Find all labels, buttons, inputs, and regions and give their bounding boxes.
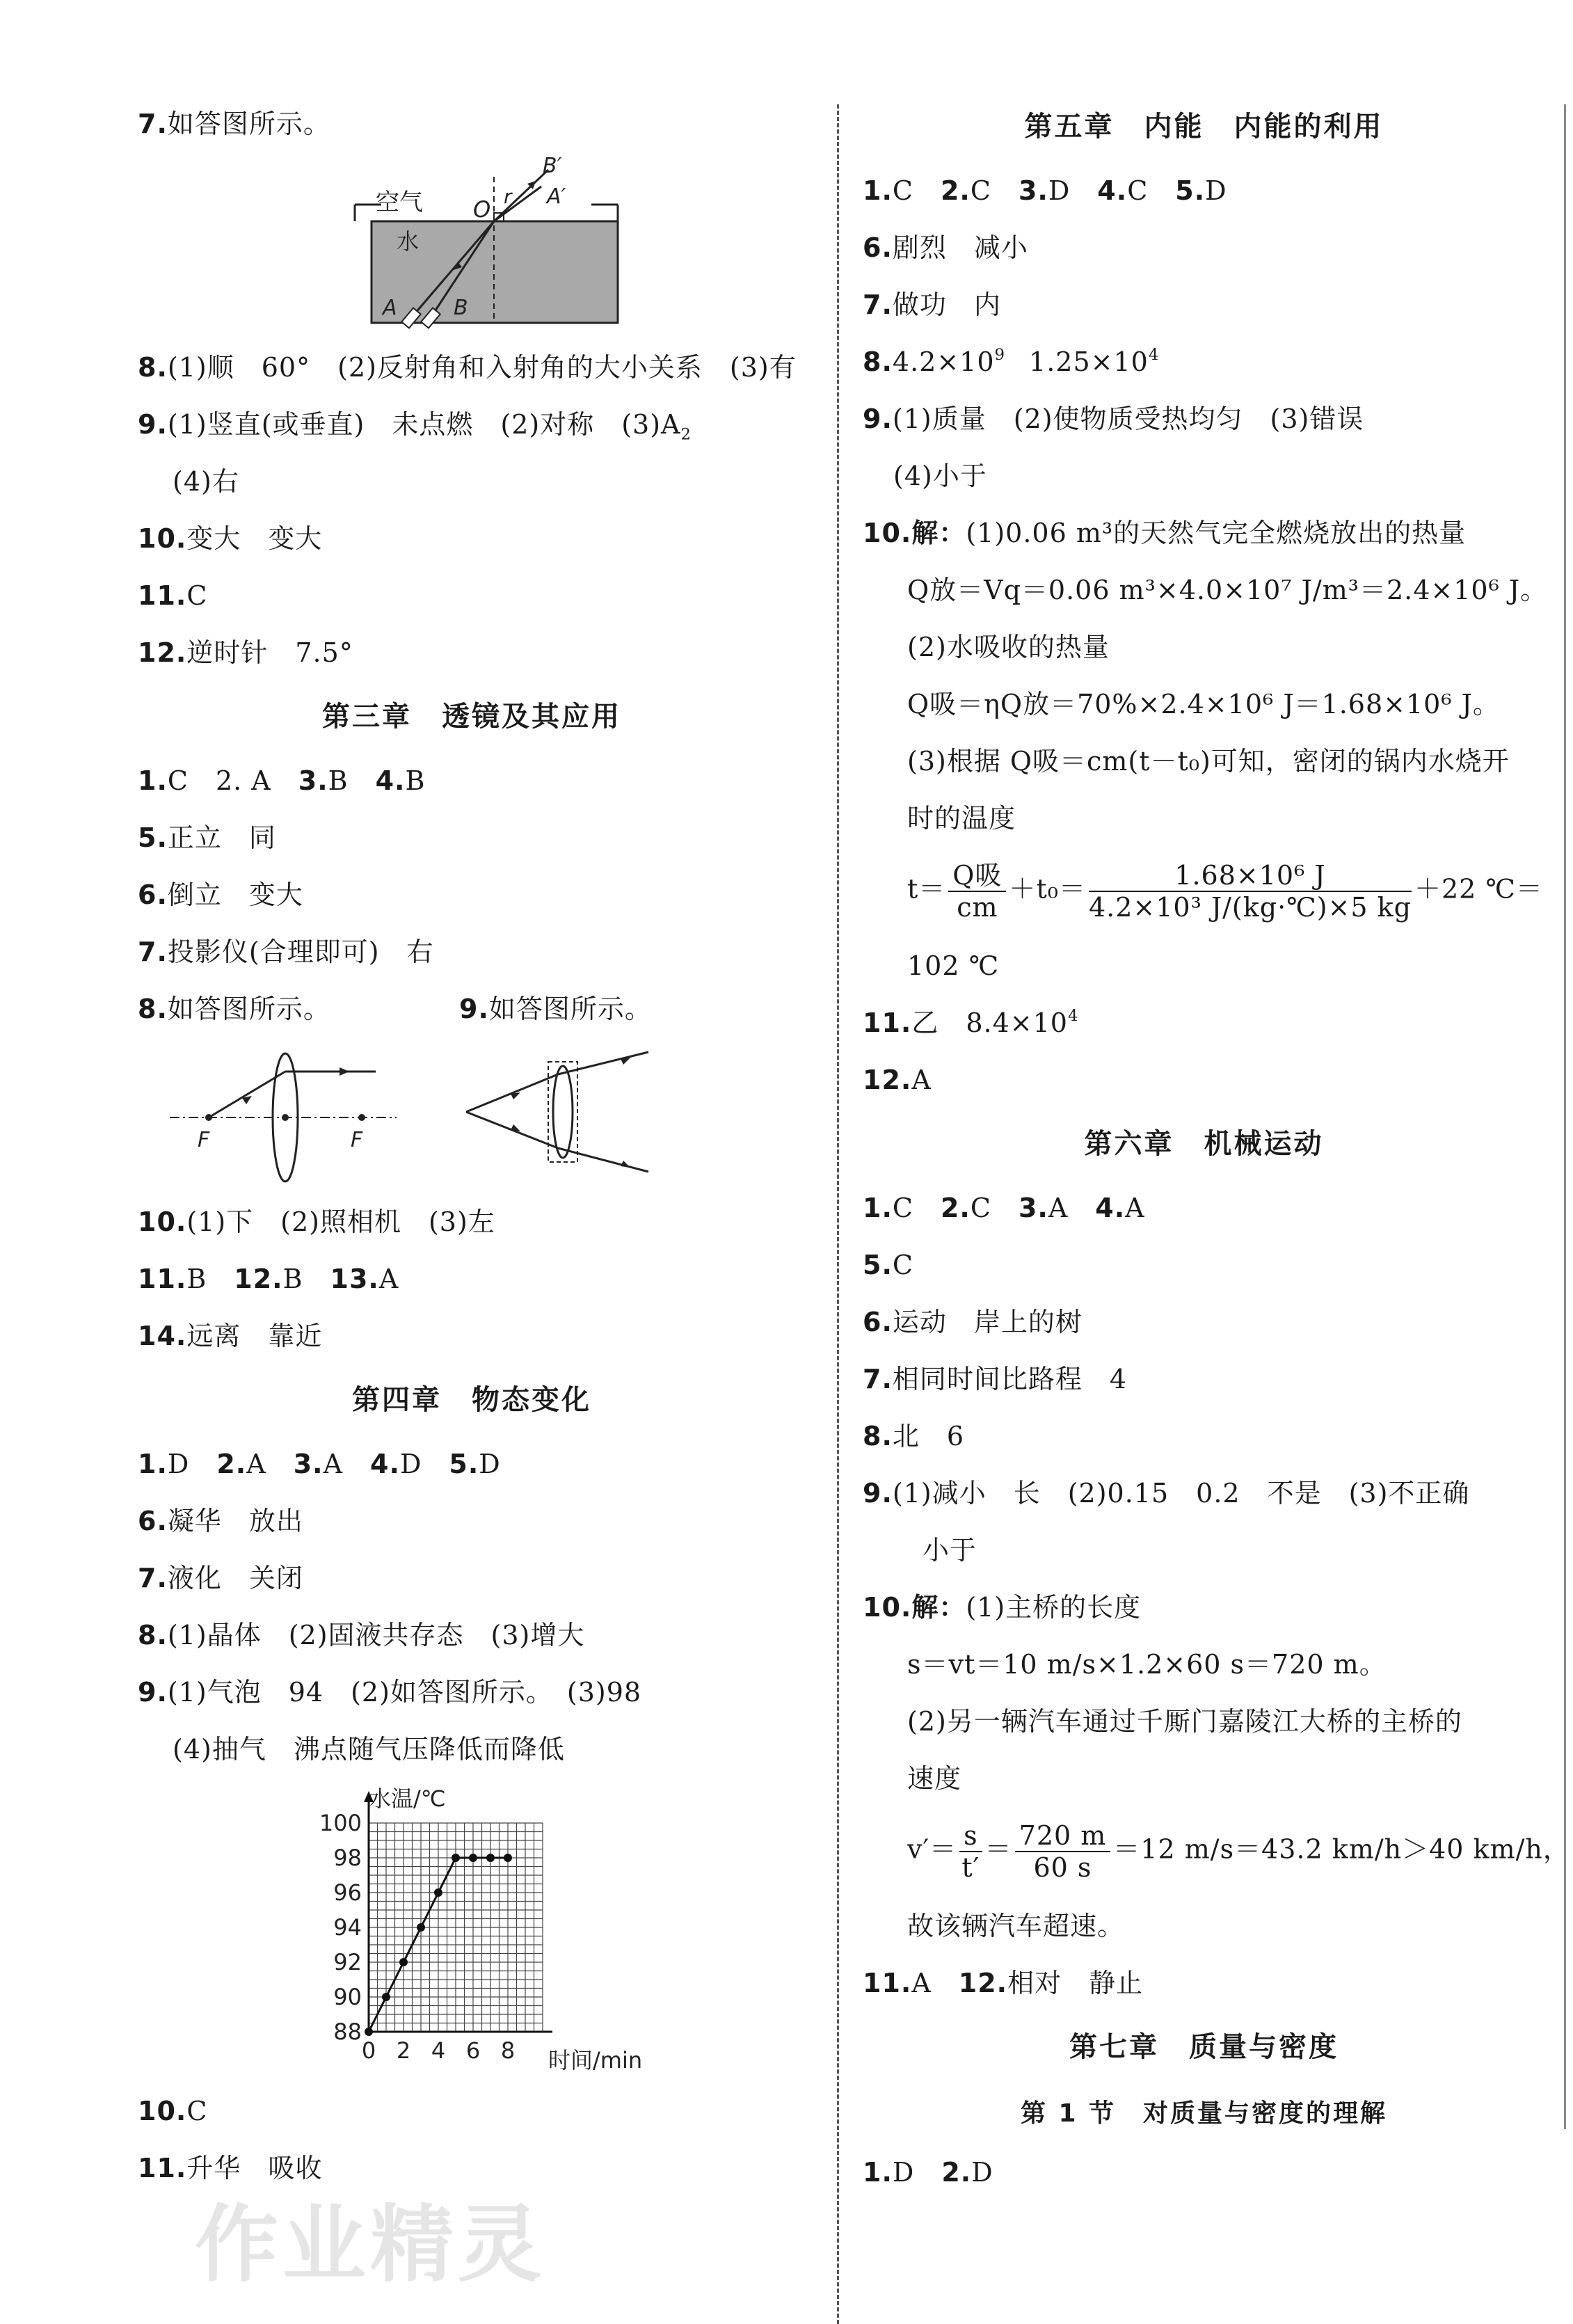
data-point (434, 1888, 442, 1897)
point-A-label: A (383, 296, 397, 320)
chapter-4-title: 第四章 物态变化 (352, 1384, 591, 1416)
ch4-answer-7: 7.液化 关闭 (138, 1563, 303, 1593)
x-tick-label: 2 (396, 2037, 411, 2064)
data-point (469, 1854, 477, 1862)
angle-r-label: r (504, 185, 512, 208)
ch6-answer-10-line-2: s＝vt＝10 m/s×1.2×60 s＝720 m。 (907, 1649, 1387, 1680)
x-tick-label: 4 (431, 2037, 446, 2064)
data-point (504, 1854, 512, 1862)
ch5-answer-9: 9.(1)质量 (2)使物质受热均匀 (3)错误 (863, 404, 1364, 434)
answer-7: 7.如答图所示。 (138, 109, 330, 139)
ch5-answer-10-line-1: 10.解：(1)0.06 m³的天然气完全燃烧放出的热量 (863, 518, 1467, 548)
ch5-answer-10-line-3: (2)水吸收的热量 (907, 632, 1110, 662)
refraction-figure (346, 154, 625, 331)
ch3-answer-14: 14.远离 靠近 (138, 1321, 323, 1351)
ch4-answers-1-5: 1.D 2.A 3.A 4.D 5.D (138, 1449, 501, 1479)
y-tick-label: 92 (333, 1949, 362, 1975)
point-B-prime-label: B′ (543, 154, 562, 178)
ch3-answer-8: 8.如答图所示。 (138, 994, 330, 1024)
column-divider (837, 104, 839, 2324)
focus-left-label: F (198, 1128, 210, 1152)
ch4-answer-11: 11.升华 吸收 (138, 2153, 323, 2183)
answer-8: 8.(1)顺 60° (2)反射角和入射角的大小关系 (3)有 (138, 352, 797, 383)
point-O-label: O (473, 196, 491, 223)
ch3-answer-10: 10.(1)下 (2)照相机 (3)左 (138, 1207, 495, 1237)
chapter-3-title: 第三章 透镜及其应用 (322, 701, 621, 733)
answer-12: 12.逆时针 7.5° (138, 637, 353, 668)
ch5-answer-10-line-6: 时的温度 (907, 803, 1016, 834)
ch5-answer-10-line-2: Q放＝Vq＝0.06 m³×4.0×10⁷ J/m³＝2.4×10⁶ J。 (907, 575, 1548, 605)
ch3-answers-11-13: 11.B 12.B 13.A (138, 1264, 399, 1294)
focus-right-label: F (351, 1128, 363, 1152)
ch5-answer-7: 7.做功 内 (863, 289, 1001, 320)
convex-lens-figure (167, 1044, 404, 1183)
data-point (399, 1958, 408, 1966)
data-point (452, 1854, 460, 1862)
ch7-answers-1-2: 1.D 2.D (863, 2157, 993, 2188)
x-tick-label: 8 (500, 2037, 516, 2064)
y-tick-label: 94 (333, 1914, 362, 1941)
watermark: 作业精灵 (195, 2197, 545, 2293)
ch3-answers-1-4: 1.C 2. A 3.B 4.B (138, 765, 426, 796)
ch6-answer-5: 5.C (863, 1250, 913, 1280)
y-tick-label: 96 (333, 1879, 362, 1906)
air-label: 空气 (376, 189, 423, 216)
point-A-prime-label: A′ (547, 184, 566, 209)
concave-lens-figure (459, 1049, 668, 1181)
answer-10: 10.变大 变大 (138, 523, 323, 554)
chart-x-axis-label: 时间/min (548, 2047, 643, 2074)
temperature-time-chart (319, 1781, 689, 2080)
ch6-answer-10-conclusion: 故该辆汽车超速。 (907, 1911, 1125, 1941)
chapter-6-title: 第六章 机械运动 (1084, 1128, 1324, 1160)
ch5-answer-12: 12.A (863, 1065, 932, 1095)
water-label: 水 (397, 228, 420, 255)
ch5-answer-9-cont: (4)小于 (893, 461, 987, 491)
data-point (382, 1993, 390, 2001)
chapter-5-title: 第五章 内能 内能的利用 (1024, 111, 1384, 143)
ch6-answers-1-4: 1.C 2.C 3.A 4.A (863, 1193, 1145, 1223)
ch6-answer-6: 6.运动 岸上的树 (863, 1307, 1083, 1337)
y-tick-label: 90 (333, 1984, 362, 2010)
x-tick-label: 6 (465, 2037, 481, 2064)
ch4-answer-9: 9.(1)气泡 94 (2)如答图所示。 (3)98 (138, 1677, 642, 1708)
answer-9-cont: (4)右 (173, 466, 239, 497)
point-B-label: B (454, 296, 468, 320)
data-point (417, 1923, 425, 1932)
ch5-answer-10-line-4: Q吸＝ηQ放＝70%×2.4×10⁶ J＝1.68×10⁶ J。 (907, 689, 1500, 719)
ch4-answer-9-cont: (4)抽气 沸点随气压降低而降低 (173, 1734, 565, 1765)
ch4-answer-6: 6.凝华 放出 (138, 1506, 303, 1536)
ch3-answer-9: 9.如答图所示。 (459, 994, 652, 1024)
ch5-answer-11: 11.乙 $8.4\times 10^4$ (863, 1007, 1079, 1038)
ch5-answer-10-formula: t＝ $\frac{\text{Q吸}}{cm}$ ＋t₀＝ $\frac{\text{1.68×10⁶ J}}{\text{4.2×10³ J/(kg·℃)×5 kg}}$ ＋22 ℃＝ (907, 860, 1543, 923)
ch6-answer-7: 7.相同时间比路程 4 (863, 1364, 1128, 1394)
ch6-answer-10-formula: v′＝ $\frac{s}{t'}$ ＝ $\frac{720 m}{60 s}$ ＝12 m/s＝43.2 km/h＞40 km/h， (907, 1820, 1570, 1883)
y-tick-label: 100 (319, 1810, 362, 1836)
ch6-answer-10-line-3: (2)另一辆汽车通过千厮门嘉陵江大桥的主桥的 (907, 1706, 1462, 1737)
chart-y-axis-label: 水温/℃ (369, 1785, 446, 1812)
ch3-answer-5: 5.正立 同 (138, 822, 276, 853)
data-point (486, 1854, 495, 1862)
ch5-answer-10-line-5: (3)根据 Q吸＝cm(t－t₀)可知，密闭的锅内水烧开 (907, 746, 1510, 777)
data-point (365, 2028, 373, 2036)
ch6-answer-8: 8.北 6 (863, 1421, 965, 1451)
ch5-answer-6: 6.剧烈 减小 (863, 232, 1028, 263)
ch3-answer-7: 7.投影仪(合理即可) 右 (138, 937, 434, 967)
chapter-7-title: 第七章 质量与密度 (1069, 2031, 1339, 2063)
ch6-answers-11-12: 11.A 12.相对 静止 (863, 1968, 1144, 1998)
ch6-answer-10-line-4: 速度 (907, 1763, 962, 1794)
y-tick-label: 98 (333, 1845, 362, 1871)
answer-11: 11.C (138, 580, 208, 611)
y-tick-label: 88 (333, 2019, 362, 2045)
ch4-answer-8: 8.(1)晶体 (2)固液共存态 (3)增大 (138, 1620, 585, 1650)
chart-axes (364, 1791, 552, 2032)
answer-9: 9.(1)竖直(或垂直) 未点燃 (2)对称 $(3)A_2$ (138, 409, 692, 444)
ch6-answer-9-cont: 小于 (923, 1535, 977, 1566)
ch5-answers-1-5: 1.C 2.C 3.D 4.C 5.D (863, 175, 1227, 206)
ch4-answer-10: 10.C (138, 2096, 208, 2126)
ch3-answer-6: 6.倒立 变大 (138, 880, 303, 910)
ch5-answer-8: $8.4.2\times 10^9$ $1.25\times 10^4$ (863, 346, 1160, 377)
chapter-7-section-1-title: 第 1 节 对质量与密度的理解 (1020, 2099, 1388, 2128)
x-tick-label: 0 (361, 2037, 376, 2064)
ch6-answer-9: 9.(1)减小 长 (2)0.15 0.2 不是 (3)不正确 (863, 1478, 1470, 1509)
ch6-answer-10-line-1: 10.解：(1)主桥的长度 (863, 1592, 1142, 1623)
ch5-answer-10-result: 102 ℃ (907, 950, 1000, 981)
